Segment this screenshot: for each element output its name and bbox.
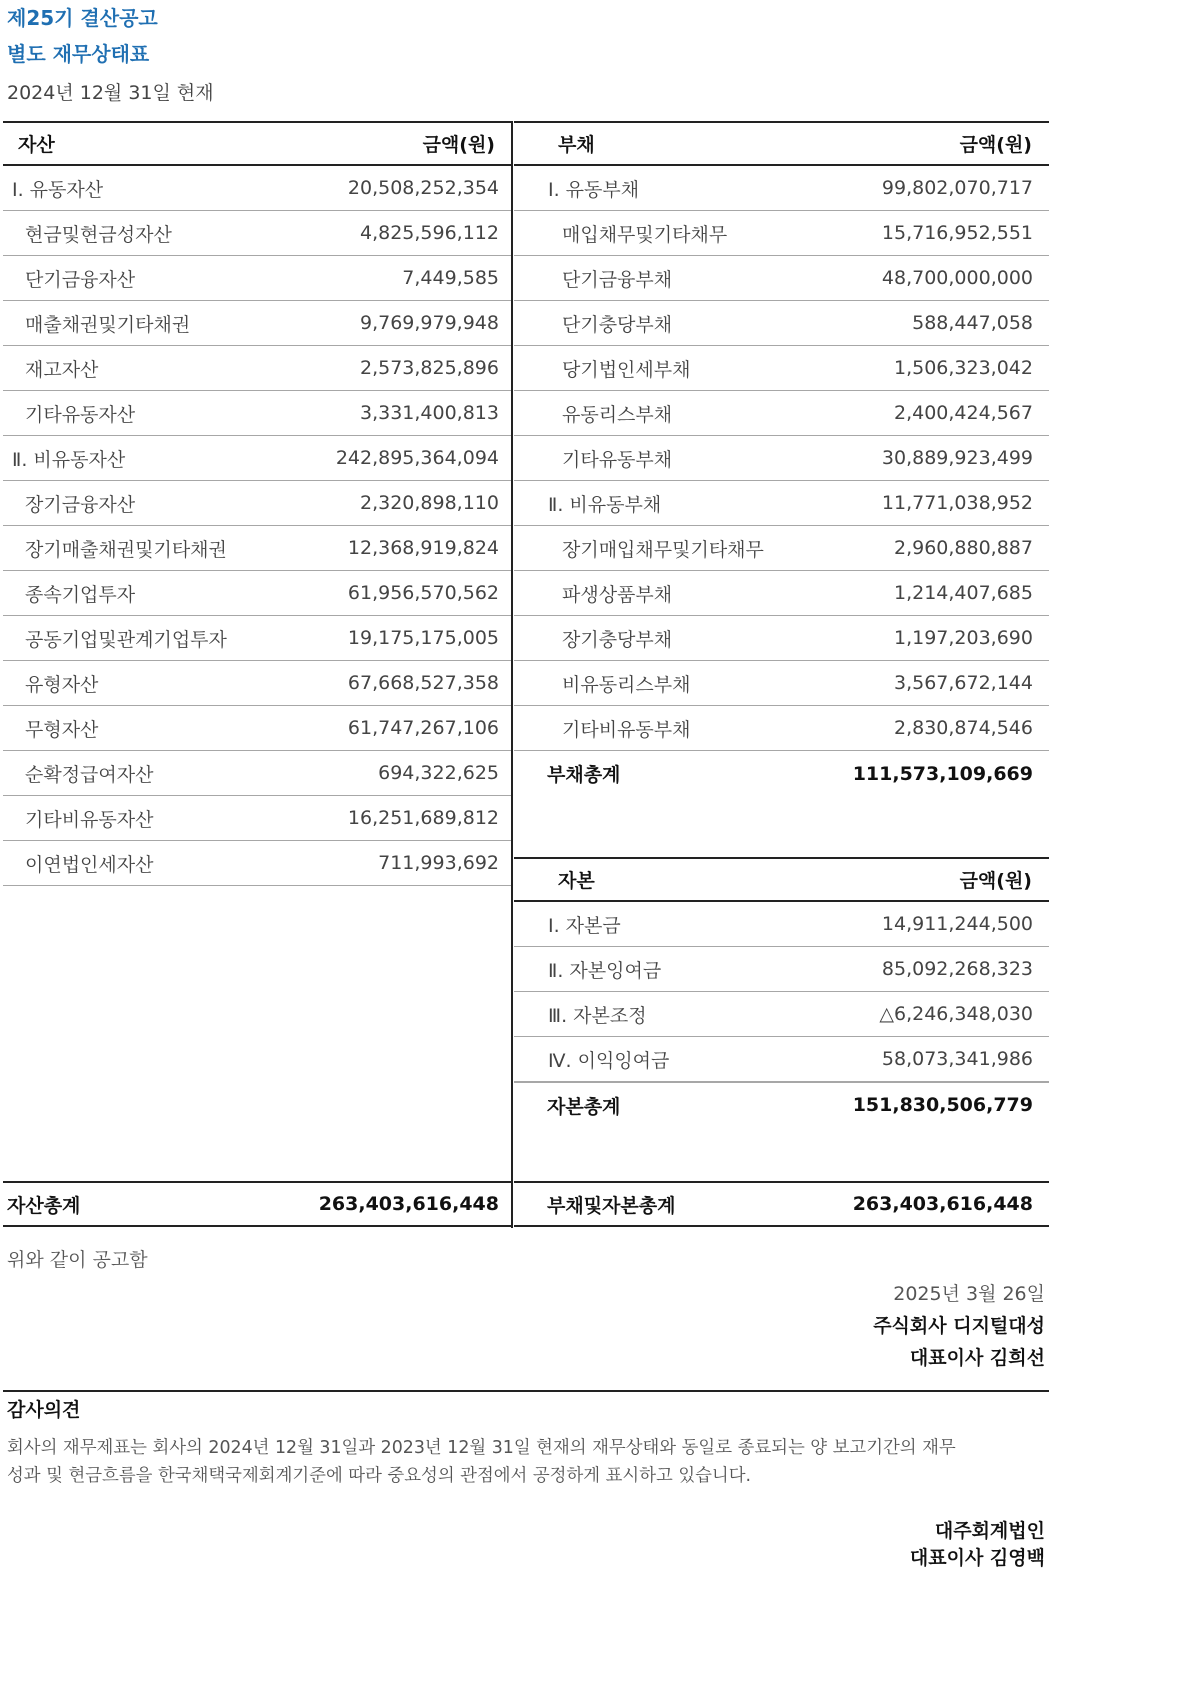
account-label: 파생상품부채 xyxy=(562,583,673,606)
account-amount: 588,447,058 xyxy=(912,312,1033,334)
assets-header-amount: 금액(원) xyxy=(422,134,495,156)
account-label: 순확정급여자산 xyxy=(25,763,154,786)
notice-title: 제25기 결산공고 xyxy=(7,6,158,30)
account-amount: 3,567,672,144 xyxy=(893,672,1033,694)
audit-opinion-line-2: 성과 및 현금흐름을 한국채택국제회계기준에 따라 중요성의 관점에서 공정하게 표시하고 있습니다. xyxy=(7,1466,752,1486)
equity-total-label: 자본총계 xyxy=(547,1095,621,1118)
account-label: Ⅳ. 이익잉여금 xyxy=(548,1049,670,1072)
equity-header-row xyxy=(514,857,1049,902)
account-amount: 1,197,203,690 xyxy=(893,627,1033,649)
assets-row xyxy=(3,571,512,616)
column-divider xyxy=(511,121,513,1228)
account-label: 기타유동부채 xyxy=(562,448,673,471)
liabilities-row xyxy=(514,391,1049,436)
account-amount: 2,400,424,567 xyxy=(893,402,1033,424)
account-amount: 58,073,341,986 xyxy=(881,1048,1033,1070)
account-amount: 16,251,689,812 xyxy=(347,807,499,829)
account-label: Ⅱ. 비유동자산 xyxy=(12,448,126,471)
account-label: 매입채무및기타채무 xyxy=(562,223,728,246)
assets-row xyxy=(3,481,512,526)
account-label: 단기금융부채 xyxy=(562,268,673,291)
account-label: 유동리스부채 xyxy=(562,403,673,426)
assets-total-amount: 263,403,616,448 xyxy=(318,1193,499,1215)
audit-divider xyxy=(3,1390,1049,1392)
account-amount: △6,246,348,030 xyxy=(879,1003,1033,1025)
account-amount: 99,802,070,717 xyxy=(881,177,1033,199)
account-label: 단기금융자산 xyxy=(25,268,136,291)
assets-total-row xyxy=(3,1181,512,1227)
assets-row xyxy=(3,436,512,481)
assets-header-row xyxy=(3,121,512,166)
equity-row xyxy=(514,992,1049,1037)
audit-firm-ceo: 대표이사 김영백 xyxy=(909,1547,1045,1569)
account-label: Ⅱ. 자본잉여금 xyxy=(548,959,662,982)
liabilities-total-row xyxy=(514,751,1049,796)
audit-firm-name: 대주회계법인 xyxy=(934,1520,1045,1542)
liabilities-equity-table xyxy=(514,121,1049,1127)
liabilities-row xyxy=(514,436,1049,481)
account-amount: 3,331,400,813 xyxy=(359,402,499,424)
account-label: 매출채권및기타채권 xyxy=(25,313,191,336)
liabilities-row xyxy=(514,166,1049,211)
account-label: Ⅰ. 자본금 xyxy=(548,914,621,937)
account-amount: 85,092,268,323 xyxy=(881,958,1033,980)
account-label: 종속기업투자 xyxy=(25,583,136,606)
assets-row xyxy=(3,346,512,391)
assets-row xyxy=(3,391,512,436)
account-label: 장기충당부채 xyxy=(562,628,673,651)
assets-row xyxy=(3,256,512,301)
liabilities-row xyxy=(514,706,1049,751)
liabilities-equity-total-row xyxy=(514,1181,1049,1227)
account-label: 장기매출채권및기타채권 xyxy=(25,538,227,561)
account-amount: 20,508,252,354 xyxy=(347,177,499,199)
account-amount: 711,993,692 xyxy=(378,852,499,874)
liabilities-row xyxy=(514,661,1049,706)
account-amount: 19,175,175,005 xyxy=(347,627,499,649)
liabilities-equity-total-label: 부채및자본총계 xyxy=(547,1194,676,1217)
account-amount: 1,214,407,685 xyxy=(893,582,1033,604)
assets-row xyxy=(3,526,512,571)
assets-header-label: 자산 xyxy=(18,134,55,156)
assets-row xyxy=(3,661,512,706)
account-amount: 2,573,825,896 xyxy=(359,357,499,379)
account-label: 기타비유동자산 xyxy=(25,808,154,831)
account-amount: 14,911,244,500 xyxy=(881,913,1033,935)
account-label: 공동기업및관계기업투자 xyxy=(25,628,227,651)
company-ceo: 대표이사 김희선 xyxy=(909,1347,1045,1369)
account-label: 기타비유동부채 xyxy=(562,718,691,741)
audit-opinion-text xyxy=(7,1434,1052,1490)
assets-row xyxy=(3,796,512,841)
account-amount: 12,368,919,824 xyxy=(347,537,499,559)
company-name: 주식회사 디지털대성 xyxy=(873,1315,1045,1337)
account-label: Ⅰ. 유동자산 xyxy=(12,178,104,201)
liabilities-row xyxy=(514,526,1049,571)
liabilities-header-row xyxy=(514,121,1049,166)
equity-row xyxy=(514,947,1049,992)
account-amount: 242,895,364,094 xyxy=(335,447,499,469)
liabilities-equity-total-amount: 263,403,616,448 xyxy=(852,1193,1033,1215)
notice-statement: 위와 같이 공고함 xyxy=(7,1249,148,1271)
account-amount: 4,825,596,112 xyxy=(359,222,499,244)
account-label: 장기금융자산 xyxy=(25,493,136,516)
account-label: Ⅰ. 유동부채 xyxy=(548,178,640,201)
account-label: 기타유동자산 xyxy=(25,403,136,426)
equity-total-amount: 151,830,506,779 xyxy=(852,1094,1033,1116)
equity-total-row xyxy=(514,1082,1049,1127)
account-label: 단기충당부채 xyxy=(562,313,673,336)
account-amount: 694,322,625 xyxy=(378,762,499,784)
account-label: 비유동리스부채 xyxy=(562,673,691,696)
account-amount: 2,960,880,887 xyxy=(893,537,1033,559)
liabilities-header-label: 부채 xyxy=(558,134,595,156)
account-label: 무형자산 xyxy=(25,718,99,741)
account-amount: 15,716,952,551 xyxy=(881,222,1033,244)
equity-rows xyxy=(514,902,1049,1082)
assets-total-label: 자산총계 xyxy=(7,1194,81,1217)
liabilities-row xyxy=(514,256,1049,301)
account-label: Ⅲ. 자본조정 xyxy=(548,1004,647,1027)
liabilities-row xyxy=(514,346,1049,391)
assets-row xyxy=(3,301,512,346)
account-amount: 7,449,585 xyxy=(402,267,499,289)
equity-header-label: 자본 xyxy=(558,870,595,892)
account-label: 유형자산 xyxy=(25,673,99,696)
liabilities-header-amount: 금액(원) xyxy=(959,134,1032,156)
assets-rows xyxy=(3,166,512,886)
account-label: 장기매입채무및기타채무 xyxy=(562,538,764,561)
account-amount: 11,771,038,952 xyxy=(881,492,1033,514)
notice-date: 2025년 3월 26일 xyxy=(893,1283,1045,1305)
account-amount: 1,506,323,042 xyxy=(893,357,1033,379)
account-label: 이연법인세자산 xyxy=(25,853,154,876)
account-amount: 67,668,527,358 xyxy=(347,672,499,694)
equity-row xyxy=(514,902,1049,947)
audit-opinion-title: 감사의견 xyxy=(7,1399,81,1421)
account-amount: 48,700,000,000 xyxy=(881,267,1033,289)
account-amount: 61,956,570,562 xyxy=(347,582,499,604)
table-spacer xyxy=(514,796,1049,857)
assets-table xyxy=(3,121,512,886)
equity-header-amount: 금액(원) xyxy=(959,870,1032,892)
liabilities-row xyxy=(514,211,1049,256)
assets-row xyxy=(3,616,512,661)
account-label: 재고자산 xyxy=(25,358,99,381)
statement-title: 별도 재무상태표 xyxy=(7,42,150,66)
assets-row xyxy=(3,841,512,886)
account-amount: 2,320,898,110 xyxy=(359,492,499,514)
equity-row xyxy=(514,1037,1049,1082)
assets-row xyxy=(3,211,512,256)
audit-opinion-line-1: 회사의 재무제표는 회사의 2024년 12월 31일과 2023년 12월 31일 현재의 재무상태와 동일로 종료되는 양 보고기간의 재무 xyxy=(7,1438,956,1458)
assets-row xyxy=(3,751,512,796)
account-amount: 30,889,923,499 xyxy=(881,447,1033,469)
liabilities-row xyxy=(514,571,1049,616)
account-label: 당기법인세부채 xyxy=(562,358,691,381)
assets-row xyxy=(3,166,512,211)
as-of-date: 2024년 12월 31일 현재 xyxy=(7,82,214,104)
liabilities-row xyxy=(514,481,1049,526)
assets-row xyxy=(3,706,512,751)
liabilities-row xyxy=(514,301,1049,346)
liabilities-total-label: 부채총계 xyxy=(547,764,621,786)
account-label: 현금및현금성자산 xyxy=(25,223,172,246)
liabilities-row xyxy=(514,616,1049,661)
account-amount: 9,769,979,948 xyxy=(359,312,499,334)
account-amount: 2,830,874,546 xyxy=(893,717,1033,739)
liabilities-rows xyxy=(514,166,1049,751)
account-amount: 61,747,267,106 xyxy=(347,717,499,739)
account-label: Ⅱ. 비유동부채 xyxy=(548,493,662,516)
liabilities-total-amount: 111,573,109,669 xyxy=(852,762,1033,785)
